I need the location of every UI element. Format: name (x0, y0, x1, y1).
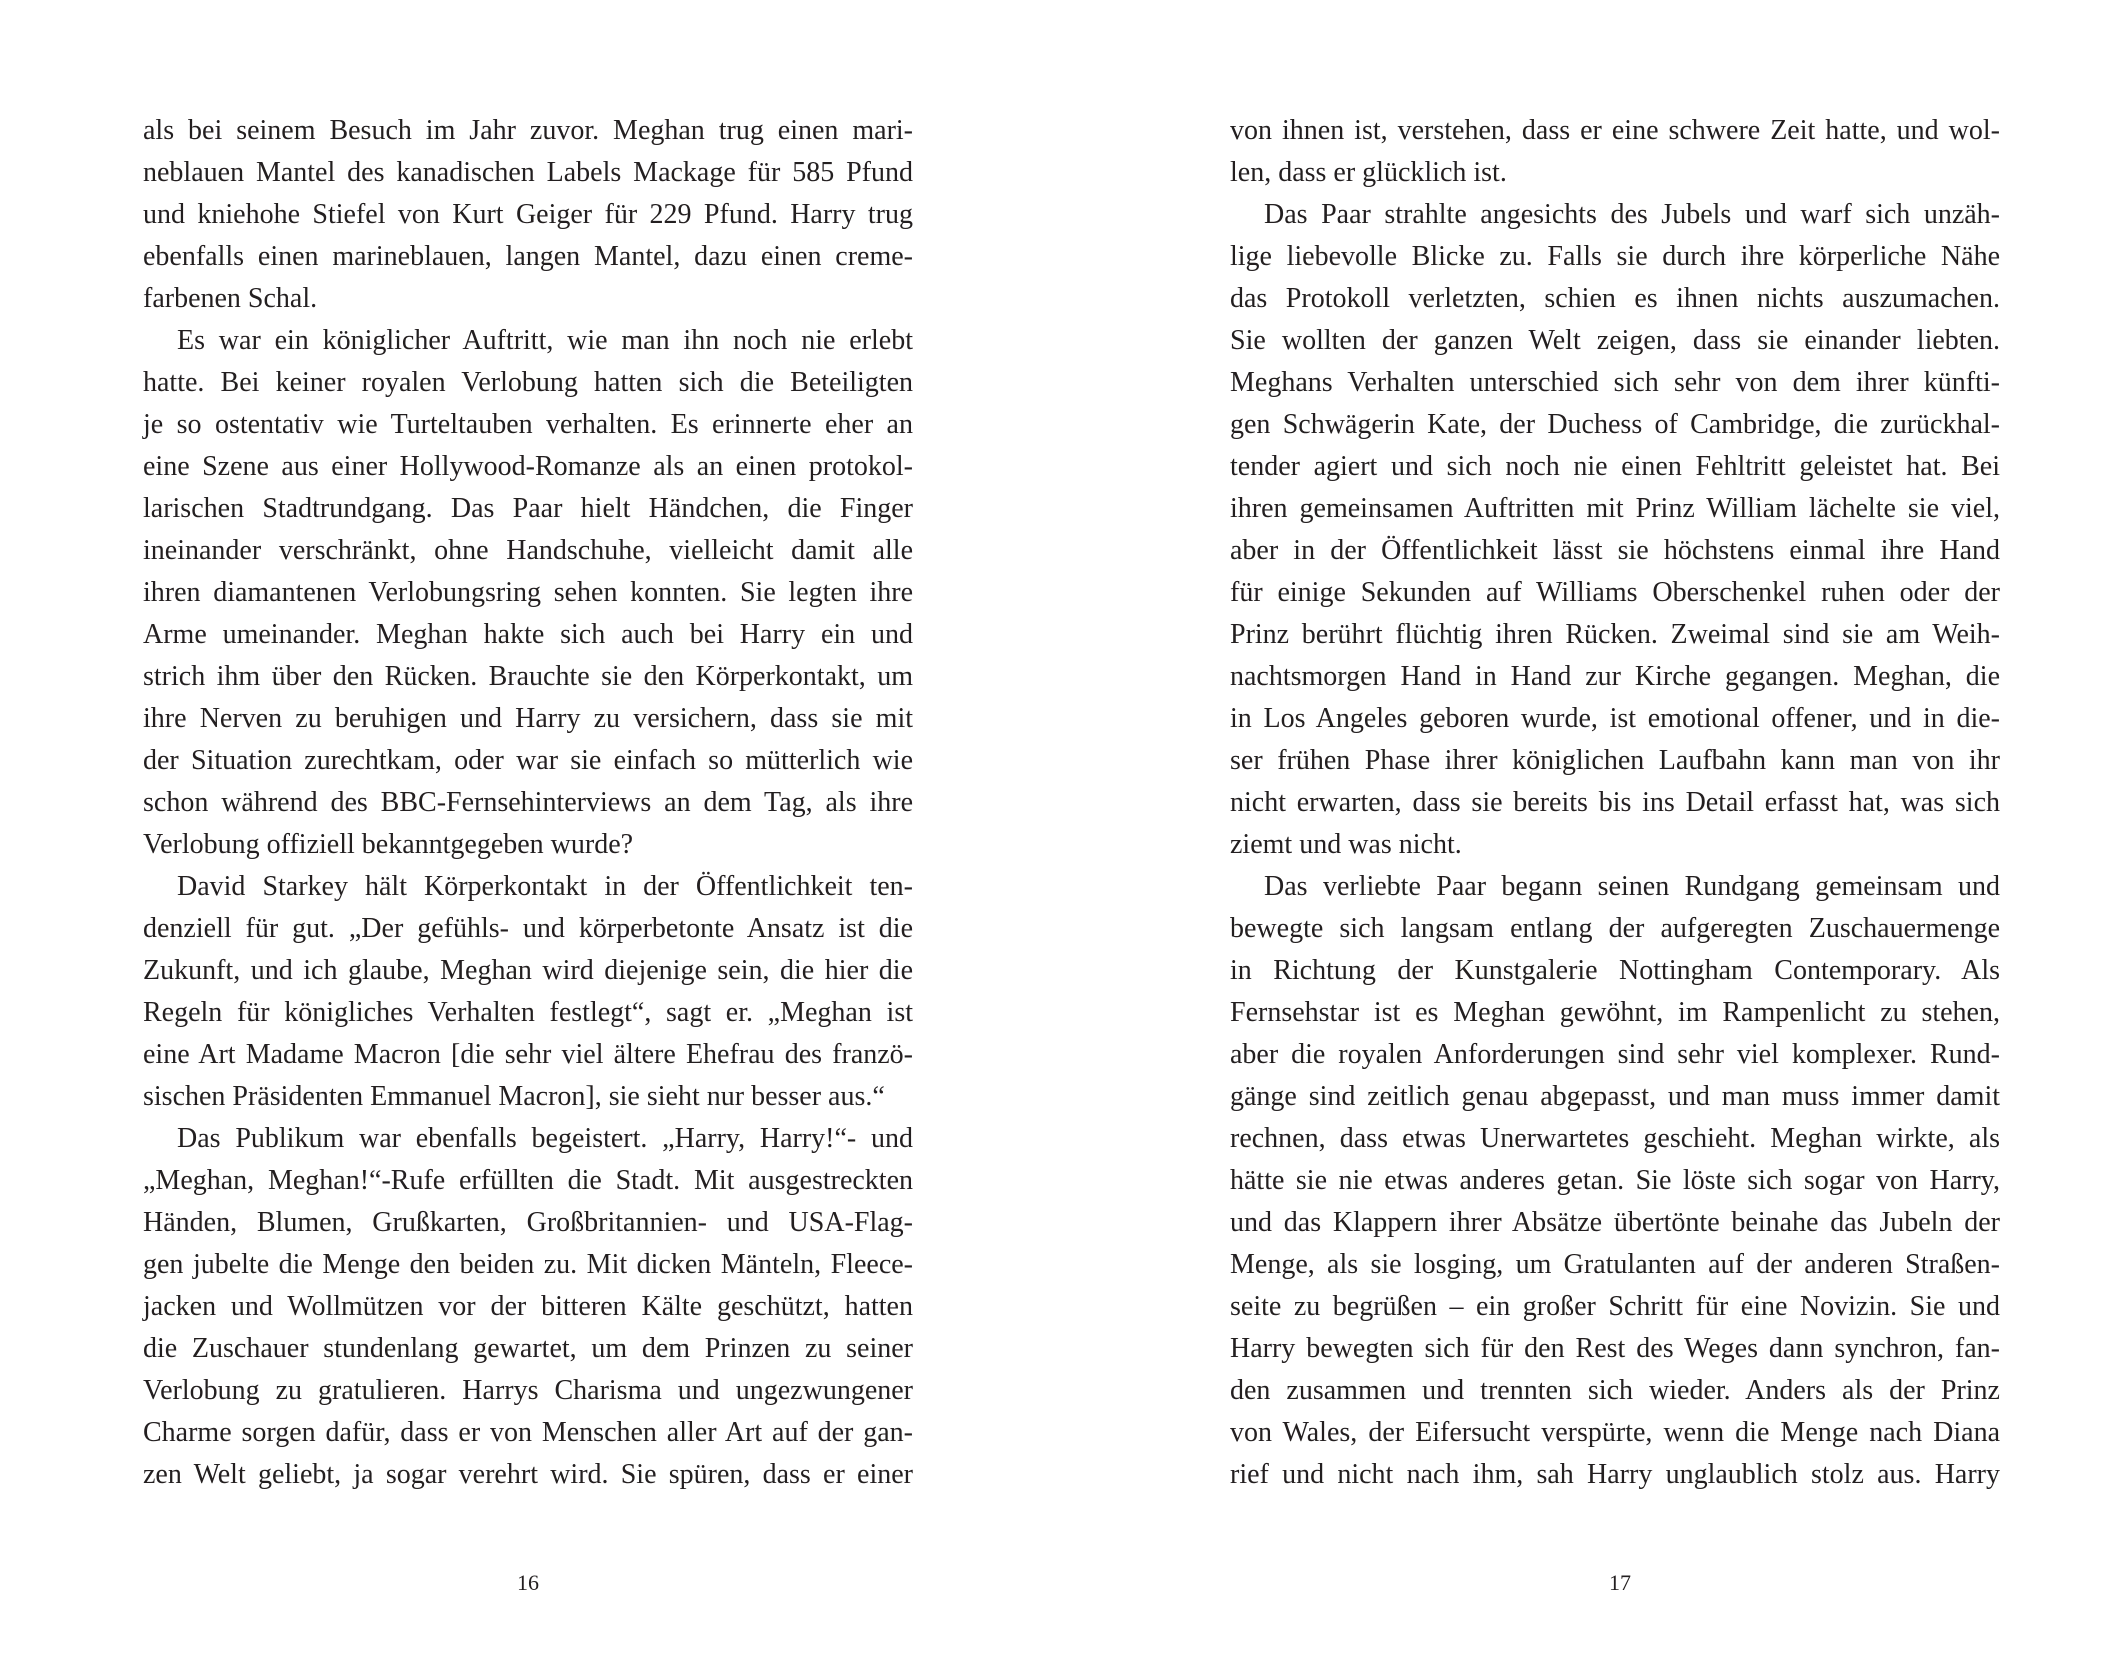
right-page-body-text (1230, 110, 2000, 1496)
right-page-number: 17 (1609, 1570, 1631, 1595)
text-line: Charme sorgen dafür, dass er von Menschen aller Art auf der gan- (143, 1417, 913, 1448)
text-line: lige liebevolle Blicke zu. Falls sie durch ihre körperliche Nähe (1230, 241, 2000, 272)
text-line: Fernsehstar ist es Meghan gewöhnt, im Rampenlicht zu stehen, (1230, 997, 2000, 1028)
text-line: ihren diamantenen Verlobungsring sehen konnten. Sie legten ihre (143, 577, 913, 608)
text-line: gänge sind zeitlich genau abgepasst, und man muss immer damit (1230, 1081, 2000, 1112)
text-line: Harry bewegten sich für den Rest des Weges dann synchron, fan- (1230, 1333, 2000, 1364)
text-line: Arme umeinander. Meghan hakte sich auch bei Harry ein und (143, 619, 913, 650)
text-line: und kniehohe Stiefel von Kurt Geiger für 229 Pfund. Harry trug (143, 199, 913, 230)
text-line: von ihnen ist, verstehen, dass er eine schwere Zeit hatte, und wol- (1230, 115, 2000, 146)
text-line: aber in der Öffentlichkeit lässt sie höchstens einmal ihre Hand (1230, 535, 2000, 566)
text-line: eine Art Madame Macron [die sehr viel ältere Ehefrau des franzö- (143, 1039, 913, 1070)
text-line: denziell für gut. „Der gefühls- und körperbetonte Ansatz ist die (143, 913, 913, 944)
text-line: der Situation zurechtkam, oder war sie einfach so mütterlich wie (143, 745, 913, 776)
text-line: nicht erwarten, dass sie bereits bis ins Detail erfasst hat, was sich (1230, 787, 2000, 818)
text-line: hätte sie nie etwas anderes getan. Sie löste sich sogar von Harry, (1230, 1165, 2000, 1196)
text-line: schon während des BBC-Fernsehinterviews an dem Tag, als ihre (143, 787, 913, 818)
text-line: für einige Sekunden auf Williams Oberschenkel ruhen oder der (1230, 577, 2000, 608)
text-line: sischen Präsidenten Emmanuel Macron], sie sieht nur besser aus.“ (143, 1081, 885, 1112)
text-line: farbenen Schal. (143, 283, 318, 314)
text-line: rechnen, dass etwas Unerwartetes geschieht. Meghan wirkte, als (1230, 1123, 2000, 1154)
text-line: die Zuschauer stundenlang gewartet, um dem Prinzen zu seiner (143, 1333, 913, 1364)
text-line: tender agiert und sich noch nie einen Fehltritt geleistet hat. Bei (1230, 451, 2000, 482)
text-line: strich ihm über den Rücken. Brauchte sie den Körperkontakt, um (143, 661, 913, 692)
text-line: ihre Nerven zu beruhigen und Harry zu versichern, dass sie mit (143, 703, 913, 734)
text-line: Das Paar strahlte angesichts des Jubels und warf sich unzäh- (1264, 199, 2000, 230)
text-line: larischen Stadtrundgang. Das Paar hielt Händchen, die Finger (143, 493, 913, 524)
text-line: hatte. Bei keiner royalen Verlobung hatten sich die Beteiligten (143, 367, 913, 398)
text-line: Das verliebte Paar begann seinen Rundgang gemeinsam und (1264, 871, 2000, 902)
text-line: „Meghan, Meghan!“-Rufe erfüllten die Stadt. Mit ausgestreckten (143, 1165, 913, 1196)
text-line: len, dass er glücklich ist. (1230, 157, 1507, 188)
text-line: ebenfalls einen marineblauen, langen Mantel, dazu einen creme- (143, 241, 913, 272)
left-page-body-text (143, 110, 913, 1496)
text-line: Verlobung zu gratulieren. Harrys Charisma und ungezwungener (143, 1375, 913, 1406)
text-line: von Wales, der Eifersucht verspürte, wenn die Menge nach Diana (1230, 1417, 2000, 1448)
text-line: aber die royalen Anforderungen sind sehr viel komplexer. Rund- (1230, 1039, 2000, 1070)
text-line: ser frühen Phase ihrer königlichen Laufbahn kann man von ihr (1230, 745, 2000, 776)
text-line: rief und nicht nach ihm, sah Harry unglaublich stolz aus. Harry (1230, 1459, 2000, 1490)
text-line: seite zu begrüßen – ein großer Schritt für eine Novizin. Sie und (1230, 1291, 2000, 1322)
text-line: neblauen Mantel des kanadischen Labels Mackage für 585 Pfund (143, 157, 913, 188)
text-line: Meghans Verhalten unterschied sich sehr von dem ihrer künfti- (1230, 367, 2000, 398)
text-line: in Los Angeles geboren wurde, ist emotional offener, und in die- (1230, 703, 2000, 734)
text-line: den zusammen und trennten sich wieder. Anders als der Prinz (1230, 1375, 2000, 1406)
text-line: Prinz berührt flüchtig ihren Rücken. Zweimal sind sie am Weih- (1230, 619, 2000, 650)
left-page-number: 16 (517, 1570, 539, 1595)
text-line: David Starkey hält Körperkontakt in der Öffentlichkeit ten- (177, 871, 913, 902)
text-line: Regeln für königliches Verhalten festlegt“, sagt er. „Meghan ist (143, 997, 913, 1028)
text-line: Verlobung offiziell bekanntgegeben wurde? (143, 829, 634, 860)
right-page (1063, 0, 2126, 1654)
text-line: jacken und Wollmützen vor der bitteren Kälte geschützt, hatten (143, 1291, 913, 1322)
text-line: und das Klappern ihrer Absätze übertönte beinahe das Jubeln der (1230, 1207, 2000, 1238)
text-line: Händen, Blumen, Grußkarten, Großbritannien- und USA-Flag- (143, 1207, 913, 1238)
text-line: gen Schwägerin Kate, der Duchess of Cambridge, die zurückhal- (1230, 409, 2000, 440)
text-line: in Richtung der Kunstgalerie Nottingham Contemporary. Als (1230, 955, 2000, 986)
text-line: das Protokoll verletzten, schien es ihnen nichts auszumachen. (1230, 283, 2000, 314)
text-line: als bei seinem Besuch im Jahr zuvor. Meghan trug einen mari- (143, 115, 913, 146)
text-line: ziemt und was nicht. (1230, 829, 1462, 860)
text-line: bewegte sich langsam entlang der aufgeregten Zuschauermenge (1230, 913, 2000, 944)
text-line: Das Publikum war ebenfalls begeistert. „Harry, Harry!“- und (177, 1123, 913, 1154)
text-line: nachtsmorgen Hand in Hand zur Kirche gegangen. Meghan, die (1230, 661, 2000, 692)
text-line: eine Szene aus einer Hollywood-Romanze als an einen protokol- (143, 451, 913, 482)
text-line: ihren gemeinsamen Auftritten mit Prinz William lächelte sie viel, (1230, 493, 2000, 524)
text-line: ineinander verschränkt, ohne Handschuhe, vielleicht damit alle (143, 535, 913, 566)
text-line: gen jubelte die Menge den beiden zu. Mit dicken Mänteln, Fleece- (143, 1249, 913, 1280)
text-line: zen Welt geliebt, ja sogar verehrt wird. Sie spüren, dass er einer (143, 1459, 913, 1490)
text-line: je so ostentativ wie Turteltauben verhalten. Es erinnerte eher an (143, 409, 913, 440)
text-line: Es war ein königlicher Auftritt, wie man ihn noch nie erlebt (177, 325, 913, 356)
text-line: Zukunft, und ich glaube, Meghan wird diejenige sein, die hier die (143, 955, 913, 986)
text-line: Sie wollten der ganzen Welt zeigen, dass sie einander liebten. (1230, 325, 2000, 356)
text-line: Menge, als sie losging, um Gratulanten auf der anderen Straßen- (1230, 1249, 2000, 1280)
